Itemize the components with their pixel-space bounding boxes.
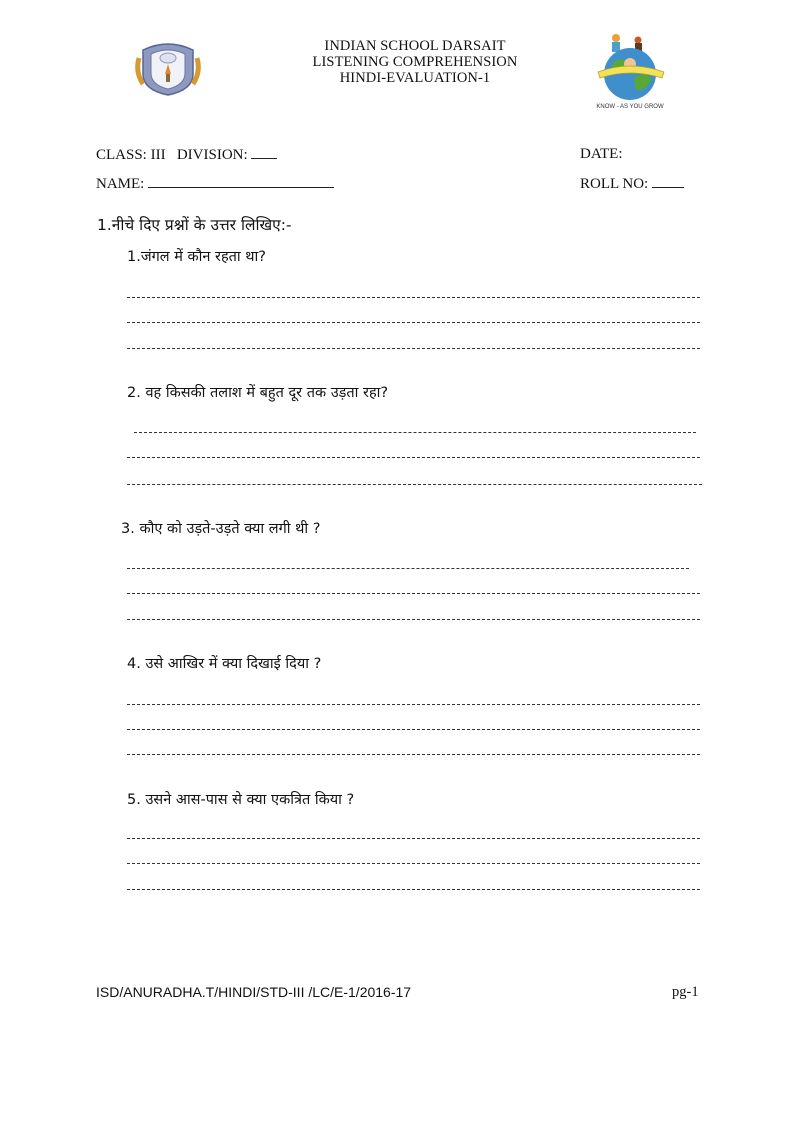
answer-line[interactable]	[127, 729, 700, 730]
question-5: 5. उसने आस-पास से क्या एकत्रित किया ?	[127, 792, 355, 808]
answer-line[interactable]	[134, 432, 696, 433]
answer-line[interactable]	[127, 704, 700, 705]
evaluation-title: HINDI-EVALUATION-1	[339, 70, 491, 86]
school-name: INDIAN SCHOOL DARSAIT	[324, 38, 506, 54]
class-division-row	[96, 146, 277, 164]
question-1: 1.जंगल में कौन रहता था?	[127, 249, 267, 265]
answer-line[interactable]	[127, 863, 700, 864]
answer-line[interactable]	[127, 593, 700, 594]
answer-line[interactable]	[127, 484, 702, 485]
roll-label: ROLL NO:	[580, 176, 649, 192]
division-label: DIVISION:	[176, 147, 248, 163]
answer-line[interactable]	[127, 889, 700, 890]
class-label: CLASS: III	[96, 147, 166, 163]
answer-line[interactable]	[127, 457, 700, 458]
division-field[interactable]	[251, 146, 277, 159]
document-code: ISD/ANURADHA.T/HINDI/STD-III /LC/E-1/2016-17	[96, 984, 412, 1000]
name-field[interactable]	[148, 175, 334, 188]
answer-line[interactable]	[127, 838, 700, 839]
document-header	[250, 38, 580, 86]
section-title: 1.नीचे दिए प्रश्नों के उत्तर लिखिए:-	[97, 216, 292, 234]
answer-line[interactable]	[127, 297, 700, 298]
page-number: pg-1	[672, 984, 699, 1000]
svg-text:KNOW - AS YOU GROW: KNOW - AS YOU GROW	[596, 104, 664, 110]
name-label: NAME:	[96, 176, 145, 192]
date-label: DATE:	[580, 146, 623, 162]
answer-line[interactable]	[127, 348, 700, 349]
question-3: 3. कौए को उड़ते-उड़ते क्या लगी थी ?	[121, 521, 321, 537]
question-2: 2. वह किसकी तलाश में बहुत दूर तक उड़ता रहा?	[127, 385, 389, 401]
question-4: 4. उसे आखिर में क्या दिखाई दिया ?	[127, 656, 322, 672]
test-type: LISTENING COMPREHENSION	[312, 54, 518, 70]
roll-row	[580, 175, 684, 193]
globe-logo	[592, 30, 668, 112]
answer-line[interactable]	[127, 568, 689, 569]
school-crest-logo	[133, 38, 203, 96]
name-row	[96, 175, 334, 193]
answer-line[interactable]	[127, 754, 700, 755]
roll-field[interactable]	[652, 175, 684, 188]
answer-line[interactable]	[127, 322, 700, 323]
answer-line[interactable]	[127, 619, 700, 620]
